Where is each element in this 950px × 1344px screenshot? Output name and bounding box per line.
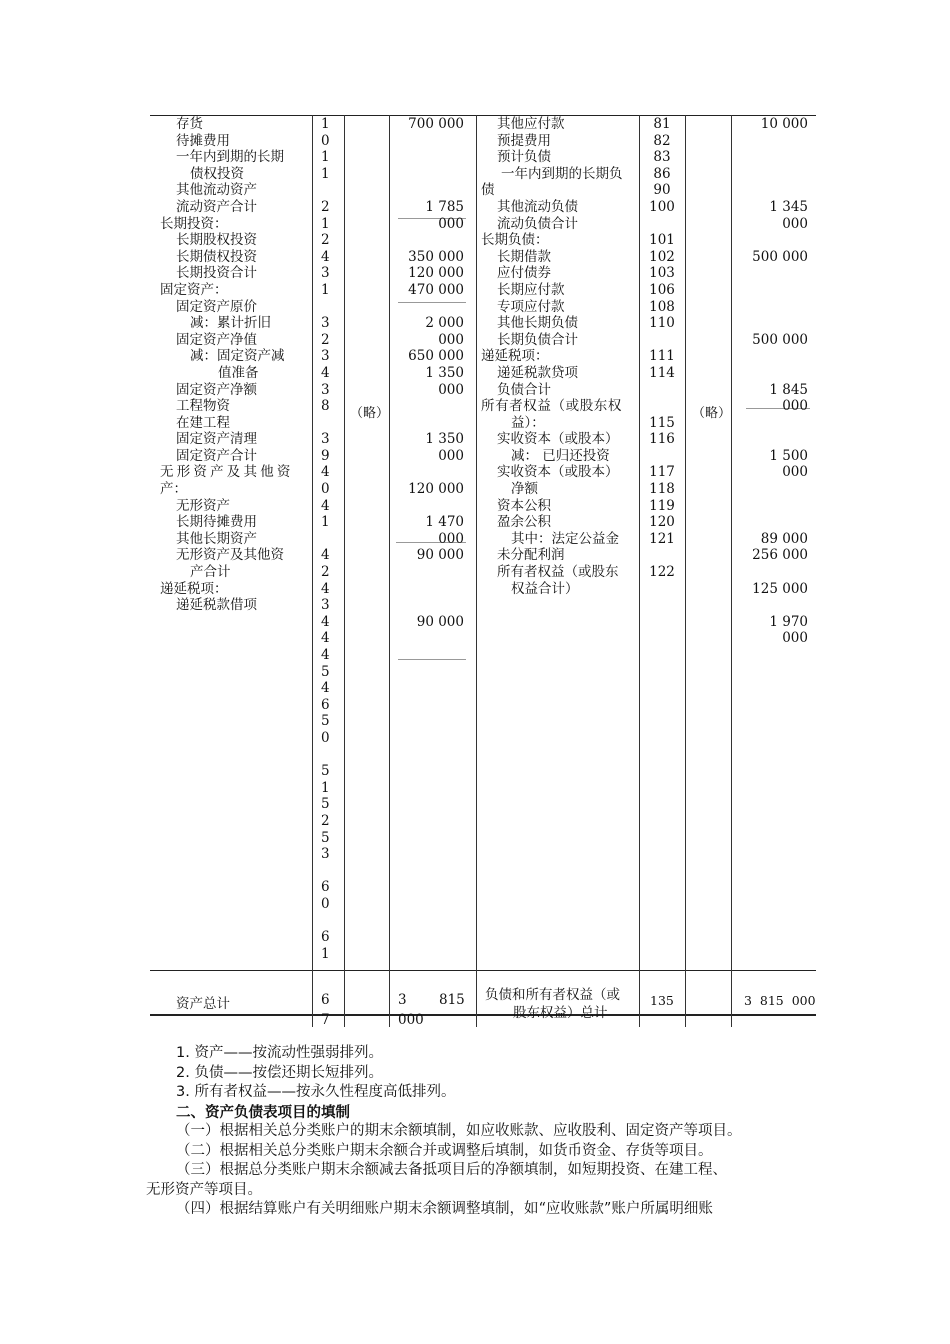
amount-value bbox=[736, 149, 808, 166]
amount-value bbox=[736, 182, 808, 199]
row-number-digit: 3 bbox=[321, 381, 330, 398]
row-number-digit: 4 bbox=[321, 497, 330, 514]
row-number-digit: 4 bbox=[321, 364, 330, 381]
asset-item: 固定资产原价 bbox=[176, 298, 257, 315]
amount-value bbox=[736, 282, 808, 299]
subtotal-rule bbox=[398, 659, 466, 660]
list-number: 2. bbox=[176, 1064, 190, 1081]
asset-item: 流动资产合计 bbox=[176, 198, 257, 215]
liability-row-number-column bbox=[644, 116, 680, 581]
list-item bbox=[146, 1083, 826, 1103]
amount-value: 120 000 bbox=[408, 481, 464, 498]
row-number: 111 bbox=[649, 348, 675, 365]
amount-value: 1 350 bbox=[425, 431, 464, 448]
amount-value bbox=[736, 498, 808, 515]
divider-liab-rownum bbox=[639, 115, 640, 1027]
row-number bbox=[644, 216, 680, 233]
amount-value bbox=[393, 415, 464, 432]
amount-value: 1 785 bbox=[425, 198, 464, 215]
liability-item: 其中：法定公益金 bbox=[511, 530, 619, 547]
list-number: 1. bbox=[176, 1045, 190, 1061]
asset-item: 减：固定资产减 bbox=[190, 348, 285, 365]
amount-value: 000 bbox=[438, 215, 464, 232]
liability-item: 专项应付款 bbox=[497, 298, 565, 315]
row-number: 83 bbox=[653, 149, 671, 166]
row-number: 82 bbox=[653, 132, 671, 149]
amount-value bbox=[393, 464, 464, 481]
asset-section-heading: 长期投资： bbox=[160, 215, 228, 232]
liability-item: 负债合计 bbox=[497, 381, 551, 398]
divider-assets-rownum bbox=[312, 115, 313, 1027]
row-number-digit: 6 bbox=[321, 929, 330, 946]
asset-item: 固定资产净额 bbox=[176, 381, 257, 398]
amount-value: 700 000 bbox=[408, 116, 464, 132]
row-number-digit: 2 bbox=[321, 812, 330, 829]
body-text bbox=[146, 1044, 826, 1220]
asset-section-heading: 递延税项： bbox=[160, 580, 228, 597]
asset-item: 递延税款借项 bbox=[176, 597, 257, 614]
liability-item: 权益合计） bbox=[511, 580, 579, 597]
liability-item: 债 bbox=[481, 182, 495, 199]
amount-value bbox=[736, 265, 808, 282]
row-number bbox=[644, 398, 680, 415]
amount-value bbox=[736, 514, 808, 531]
asset-end-amount-column bbox=[393, 116, 464, 630]
amount-value bbox=[393, 398, 464, 415]
divider-assets-liabilities bbox=[476, 115, 477, 1027]
amount-value: 90 000 bbox=[416, 613, 464, 630]
amount-value: 000 bbox=[438, 331, 464, 348]
liability-item: 预计负债 bbox=[497, 149, 551, 166]
amount-value: 1 470 bbox=[425, 514, 464, 531]
liability-items-column bbox=[481, 116, 635, 597]
asset-section-heading: 无形资产及其他资 bbox=[160, 464, 294, 481]
amount-value: 000 bbox=[438, 381, 464, 398]
asset-item: 在建工程 bbox=[176, 414, 230, 431]
row-number bbox=[644, 332, 680, 349]
row-number-digit bbox=[321, 415, 335, 432]
row-number-digit: 4 bbox=[321, 613, 330, 630]
row-number-digit bbox=[321, 299, 335, 316]
amount-value: 2 000 bbox=[425, 315, 464, 332]
row-number-digit: 2 bbox=[321, 198, 330, 215]
paragraph: （一）根据相关总分类账户的期末余额填制，如应收账款、应收股利、固定资产等项目。 bbox=[176, 1123, 742, 1139]
liability-item: 其他长期负债 bbox=[497, 315, 578, 332]
row-number-digit: 4 bbox=[321, 580, 330, 597]
row-number-digit: 1 bbox=[321, 945, 330, 962]
amount-value: 89 000 bbox=[760, 530, 808, 547]
amount-value bbox=[736, 299, 808, 316]
asset-section-heading: 固定资产： bbox=[160, 281, 228, 298]
liability-item: 其他流动负债 bbox=[497, 198, 578, 215]
row-number bbox=[644, 448, 680, 465]
asset-item: 值准备 bbox=[218, 364, 259, 381]
row-number-digit: 5 bbox=[321, 713, 330, 730]
table-total-rule bbox=[150, 970, 816, 971]
asset-item: 无形资产及其他资 bbox=[176, 547, 284, 564]
amount-value bbox=[736, 348, 808, 365]
liability-item: 所有者权益（或股东 bbox=[497, 564, 619, 581]
row-number: 101 bbox=[649, 232, 675, 249]
row-number bbox=[644, 547, 680, 564]
asset-item: 长期债权投资 bbox=[176, 248, 257, 265]
asset-item: 固定资产合计 bbox=[176, 447, 257, 464]
list-text: 资产——按流动性强弱排列。 bbox=[194, 1045, 383, 1061]
liability-total-row-number: 135 bbox=[650, 993, 674, 1008]
row-number-digit: 4 bbox=[321, 464, 330, 481]
amount-value bbox=[393, 498, 464, 515]
amount-value bbox=[393, 133, 464, 150]
liability-item: 长期应付款 bbox=[497, 281, 565, 298]
row-number-digit: 0 bbox=[321, 132, 330, 149]
divider-liab-start-end bbox=[731, 115, 732, 1027]
row-number-digit: 5 bbox=[321, 829, 330, 846]
amount-value: 500 000 bbox=[752, 248, 808, 265]
asset-total-amount-part: 3 bbox=[398, 992, 407, 1008]
amount-value bbox=[736, 481, 808, 498]
amount-value bbox=[736, 133, 808, 150]
asset-total-amount-part: 815 bbox=[439, 992, 465, 1008]
row-number-digit: 1 bbox=[321, 149, 330, 166]
liability-item: 实收资本（或股本） bbox=[497, 431, 619, 448]
row-number-digit bbox=[321, 747, 335, 764]
row-number: 122 bbox=[649, 564, 675, 581]
asset-item: 长期投资合计 bbox=[176, 265, 257, 282]
row-number: 119 bbox=[649, 497, 675, 514]
amount-value: 1 345 bbox=[769, 198, 808, 215]
amount-value: 125 000 bbox=[752, 580, 808, 597]
asset-item: 待摊费用 bbox=[176, 132, 230, 149]
amount-value: 350 000 bbox=[408, 248, 464, 265]
row-number-digit: 0 bbox=[321, 729, 330, 746]
asset-item: 工程物资 bbox=[176, 398, 230, 415]
asset-item: 无形资产 bbox=[176, 497, 230, 514]
row-number-digit: 0 bbox=[321, 481, 330, 498]
liability-section-heading: 长期负债： bbox=[481, 232, 549, 249]
row-number-digit: 2 bbox=[321, 232, 330, 249]
asset-item: 固定资产清理 bbox=[176, 431, 257, 448]
amount-value: 1 970 bbox=[769, 613, 808, 630]
row-number: 121 bbox=[649, 530, 675, 547]
row-number-digit: 3 bbox=[321, 315, 330, 332]
liability-item: 流动负债合计 bbox=[497, 215, 578, 232]
liability-total-amount: 3 815 000 bbox=[744, 993, 816, 1008]
liability-total-label-line2: 股东权益）总计 bbox=[513, 1005, 608, 1021]
section-heading: 二、资产负债表项目的填制 bbox=[176, 1103, 350, 1121]
row-number-digit: 3 bbox=[321, 846, 330, 863]
row-number-digit: 6 bbox=[321, 879, 330, 896]
paragraph: （三）根据总分类账户期末余额减去备抵项目后的净额填制，如短期投资、在建工程、 bbox=[176, 1162, 727, 1178]
amount-value: 120 000 bbox=[408, 265, 464, 282]
row-number-digit bbox=[321, 182, 335, 199]
row-number: 102 bbox=[649, 248, 675, 265]
asset-item: 产合计 bbox=[190, 564, 231, 581]
amount-value: 650 000 bbox=[408, 348, 464, 365]
row-number: 115 bbox=[649, 414, 675, 431]
liability-total-label-line1: 负债和所有者权益（或 bbox=[485, 987, 620, 1003]
amount-value bbox=[393, 182, 464, 199]
row-number-digit bbox=[321, 913, 335, 930]
asset-item: 减：累计折旧 bbox=[190, 315, 271, 332]
liability-item: 盈余公积 bbox=[497, 514, 551, 531]
row-number-digit: 1 bbox=[321, 116, 330, 132]
row-number-digit bbox=[321, 863, 335, 880]
amount-value: 10 000 bbox=[760, 116, 808, 132]
row-number: 120 bbox=[649, 514, 675, 531]
row-number-digit bbox=[321, 531, 335, 548]
amount-value: 000 bbox=[782, 215, 808, 232]
asset-item: 其他流动资产 bbox=[176, 182, 257, 199]
liability-item: 一年内到期的长期负 bbox=[501, 165, 623, 182]
row-number-digit: 3 bbox=[321, 431, 330, 448]
asset-item: 长期待摊费用 bbox=[176, 514, 257, 531]
liability-item: 其他应付款 bbox=[497, 116, 565, 132]
row-number: 90 bbox=[653, 182, 671, 199]
asset-item: 固定资产净值 bbox=[176, 331, 257, 348]
amount-value bbox=[393, 597, 464, 614]
list-number: 3. bbox=[176, 1084, 190, 1100]
amount-value: 000 bbox=[782, 630, 808, 647]
amount-value bbox=[736, 431, 808, 448]
asset-item: 长期股权投资 bbox=[176, 232, 257, 249]
row-number: 103 bbox=[649, 265, 675, 282]
liability-item: 净额 bbox=[511, 481, 538, 498]
amount-value: 1 350 bbox=[425, 364, 464, 381]
row-number: 110 bbox=[649, 315, 675, 332]
row-number: 117 bbox=[649, 464, 675, 481]
row-number: 106 bbox=[649, 281, 675, 298]
row-number-digit: 6 bbox=[321, 696, 330, 713]
liability-section-heading: 递延税项： bbox=[481, 348, 549, 365]
liability-item: 减： 已归还投资 bbox=[511, 447, 610, 464]
row-number: 86 bbox=[653, 165, 671, 182]
asset-total-row-number-2: 7 bbox=[321, 1012, 330, 1028]
asset-total-label: 资产总计 bbox=[176, 996, 230, 1012]
list-item bbox=[146, 1064, 826, 1084]
row-number-digit: 2 bbox=[321, 331, 330, 348]
row-number-digit: 4 bbox=[321, 647, 330, 663]
row-number-digit: 3 bbox=[321, 597, 330, 614]
liability-item: 实收资本（或股本） bbox=[497, 464, 619, 481]
asset-total-amount-part: 000 bbox=[398, 1012, 424, 1028]
liability-start-omitted: （略） bbox=[692, 406, 732, 421]
row-number-digit: 4 bbox=[321, 630, 330, 647]
row-number: 118 bbox=[649, 481, 675, 498]
row-number-digit: 4 bbox=[321, 248, 330, 265]
paragraph-continuation: 无形资产等项目。 bbox=[146, 1181, 262, 1198]
list-text: 所有者权益——按永久性程度高低排列。 bbox=[194, 1084, 456, 1100]
equity-section-heading: 益）： bbox=[511, 414, 545, 431]
liability-item: 递延税款贷项 bbox=[497, 364, 578, 381]
divider-liab-start bbox=[685, 115, 686, 1027]
amount-value: 000 bbox=[782, 398, 808, 415]
liability-item: 预提费用 bbox=[497, 132, 551, 149]
amount-value: 000 bbox=[782, 464, 808, 481]
asset-row-number-column bbox=[321, 116, 335, 962]
amount-value bbox=[393, 581, 464, 598]
row-number-digit: 2 bbox=[321, 564, 330, 581]
amount-value: 000 bbox=[438, 530, 464, 547]
row-number-digit: 1 bbox=[321, 215, 330, 232]
row-number-digit: 1 bbox=[321, 514, 330, 531]
liability-item: 长期负债合计 bbox=[497, 331, 578, 348]
divider-rownum-start bbox=[344, 115, 345, 1027]
amount-value: 256 000 bbox=[752, 547, 808, 564]
row-number bbox=[644, 382, 680, 399]
row-number-digit: 1 bbox=[321, 281, 330, 298]
liability-end-amount-column bbox=[736, 116, 808, 647]
row-number: 108 bbox=[649, 298, 675, 315]
asset-item: 债权投资 bbox=[190, 165, 244, 182]
liability-item: 长期借款 bbox=[497, 248, 551, 265]
liability-item: 应付债券 bbox=[497, 265, 551, 282]
list-text: 负债——按偿还期长短排列。 bbox=[194, 1064, 383, 1081]
row-number-digit: 8 bbox=[321, 398, 330, 415]
amount-value bbox=[736, 232, 808, 249]
row-number-digit: 4 bbox=[321, 680, 330, 697]
paragraph: （二）根据相关总分类账户期末余额合并或调整后填制，如货币资金、存货等项目。 bbox=[176, 1142, 713, 1159]
asset-start-omitted: （略） bbox=[350, 406, 390, 421]
asset-item: 一年内到期的长期 bbox=[176, 149, 284, 166]
amount-value bbox=[393, 149, 464, 166]
row-number: 100 bbox=[649, 198, 675, 215]
amount-value bbox=[736, 315, 808, 332]
amount-value bbox=[393, 232, 464, 249]
row-number-digit: 9 bbox=[321, 447, 330, 464]
row-number-digit: 0 bbox=[321, 895, 330, 912]
liability-item: 资本公积 bbox=[497, 497, 551, 514]
amount-value: 470 000 bbox=[408, 281, 464, 298]
asset-items-column bbox=[160, 116, 306, 614]
asset-item: 存货 bbox=[176, 116, 203, 132]
equity-section-heading: 所有者权益（或股东权 bbox=[481, 398, 622, 415]
amount-value: 500 000 bbox=[752, 331, 808, 348]
amount-value bbox=[736, 597, 808, 614]
amount-value bbox=[393, 564, 464, 581]
amount-value bbox=[736, 415, 808, 432]
amount-value bbox=[393, 299, 464, 316]
row-number-digit: 3 bbox=[321, 265, 330, 282]
amount-value bbox=[736, 365, 808, 382]
divider-start-end bbox=[389, 115, 390, 1027]
row-number-digit: 5 bbox=[321, 663, 330, 680]
amount-value bbox=[736, 166, 808, 183]
amount-value: 1 500 bbox=[769, 447, 808, 464]
row-number: 114 bbox=[649, 364, 675, 381]
amount-value bbox=[393, 166, 464, 183]
row-number-digit: 5 bbox=[321, 763, 330, 780]
row-number-digit: 4 bbox=[321, 547, 330, 564]
row-number: 81 bbox=[653, 116, 671, 132]
row-number-digit: 5 bbox=[321, 796, 330, 813]
row-number-digit: 3 bbox=[321, 348, 330, 365]
asset-section-heading: 产： bbox=[160, 481, 187, 498]
asset-item: 其他长期资产 bbox=[176, 530, 257, 547]
row-number: 116 bbox=[649, 431, 675, 448]
row-number-digit: 1 bbox=[321, 165, 330, 182]
liability-item: 未分配利润 bbox=[497, 547, 565, 564]
amount-value bbox=[736, 564, 808, 581]
asset-total-row-number: 6 bbox=[321, 992, 330, 1008]
table-bottom-rule bbox=[150, 1014, 816, 1016]
list-item bbox=[146, 1044, 826, 1064]
paragraph: （四）根据结算账户有关明细账户期末余额调整填制，如“应收账款”账户所属明细账 bbox=[176, 1201, 713, 1217]
amount-value: 90 000 bbox=[416, 547, 464, 564]
row-number-digit: 1 bbox=[321, 779, 330, 796]
amount-value: 1 845 bbox=[769, 381, 808, 398]
amount-value: 000 bbox=[438, 447, 464, 464]
